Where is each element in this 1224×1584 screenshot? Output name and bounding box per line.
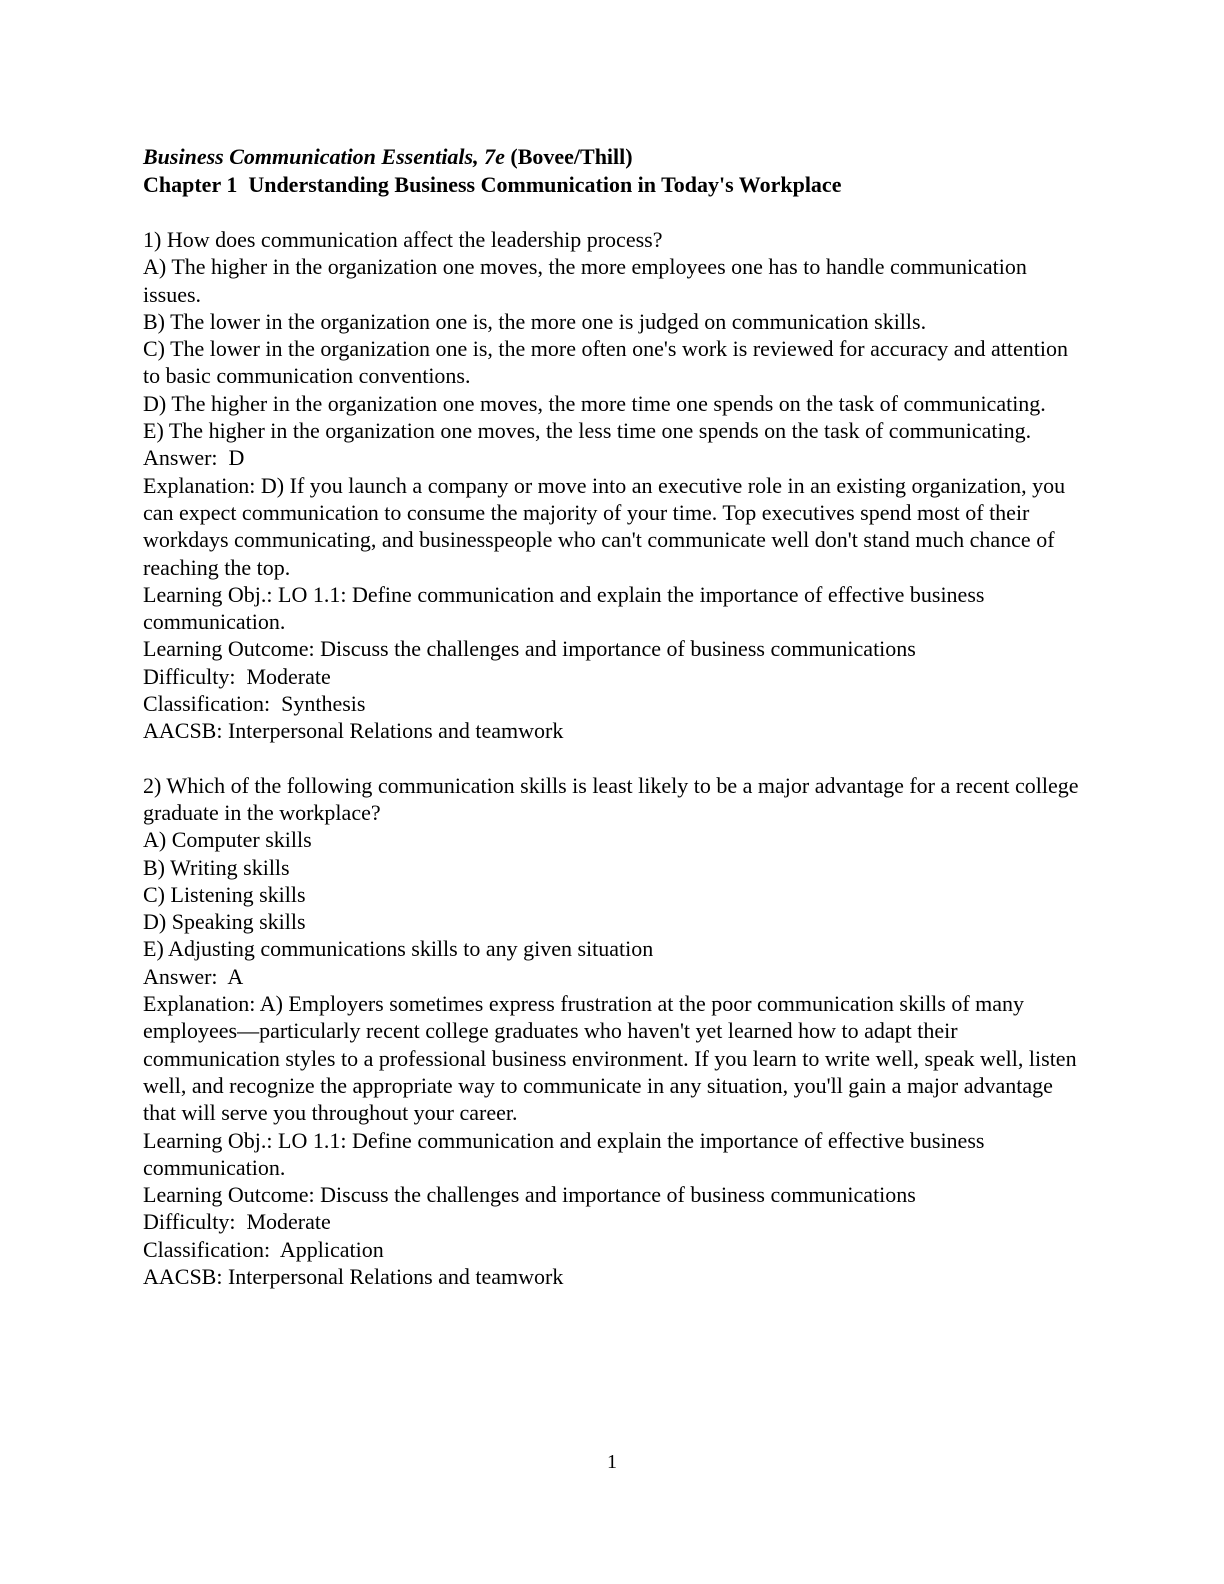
explanation: Explanation: D) If you launch a company or move into an executive role in an existing organization, you can expect communication to consume the majority of your time. Top executives spend most of their workdays communicating, and businesspeople who can't communicate well don't stand much chance of reaching the top. <box>143 472 1066 580</box>
option-c: C) The lower in the organization one is, the more often one's work is reviewed for accuracy and attention to basic communication conventions. <box>143 336 1069 389</box>
answer: Answer: D <box>143 445 245 471</box>
option-d: D) Speaking skills <box>143 909 306 935</box>
answer: Answer: A <box>143 963 244 989</box>
book-title-line <box>143 143 1083 171</box>
difficulty: Difficulty: Moderate <box>143 663 331 689</box>
document-page <box>143 143 1083 1290</box>
option-c: C) Listening skills <box>143 881 306 907</box>
page-number: 1 <box>607 1451 617 1473</box>
learning-objective: Learning Obj.: LO 1.1: Define communication and explain the importance of effective business communication. <box>143 581 985 635</box>
question-stem: 2) Which of the following communication skills is least likely to be a major advantage for a recent college graduate in the workplace? <box>143 772 1079 825</box>
chapter-title: Chapter 1 Understanding Business Communication in Today's Workplace <box>143 172 842 197</box>
explanation: Explanation: A) Employers sometimes express frustration at the poor communication skills of many employees—particularly recent college graduates who haven't yet learned how to adapt their communication styles to a professional business environment. If you learn to write well, speak well, listen well, and recognize the appropriate way to communicate in any situation, you'll gain a major advantage that will serve you throughout your career. <box>143 991 1077 1126</box>
classification: Classification: Synthesis <box>143 691 366 717</box>
option-a: A) The higher in the organization one moves, the more employees one has to handle communication issues. <box>143 254 1027 307</box>
learning-outcome: Learning Outcome: Discuss the challenges and importance of business communications <box>143 1182 916 1208</box>
classification: Classification: Application <box>143 1236 384 1262</box>
option-e: E) The higher in the organization one moves, the less time one spends on the task of communicating. <box>143 418 1032 444</box>
question-2 <box>143 772 1083 1291</box>
learning-objective: Learning Obj.: LO 1.1: Define communication and explain the importance of effective business communication. <box>143 1127 985 1180</box>
difficulty: Difficulty: Moderate <box>143 1209 331 1235</box>
book-title: Business Communication Essentials, 7e <box>143 144 505 169</box>
option-d: D) The higher in the organization one moves, the more time one spends on the task of communicating. <box>143 390 1046 416</box>
question-1 <box>143 226 1083 745</box>
option-a: A) Computer skills <box>143 827 312 853</box>
aacsb: AACSB: Interpersonal Relations and teamwork <box>143 1263 564 1289</box>
book-authors: (Bovee/Thill) <box>510 144 633 169</box>
aacsb: AACSB: Interpersonal Relations and teamwork <box>143 718 564 744</box>
learning-outcome: Learning Outcome: Discuss the challenges and importance of business communications <box>143 636 916 662</box>
option-b: B) Writing skills <box>143 854 290 880</box>
option-b: B) The lower in the organization one is, the more one is judged on communication skills. <box>143 308 927 334</box>
option-e: E) Adjusting communications skills to any given situation <box>143 936 654 962</box>
question-stem: 1) How does communication affect the leadership process? <box>143 227 663 252</box>
